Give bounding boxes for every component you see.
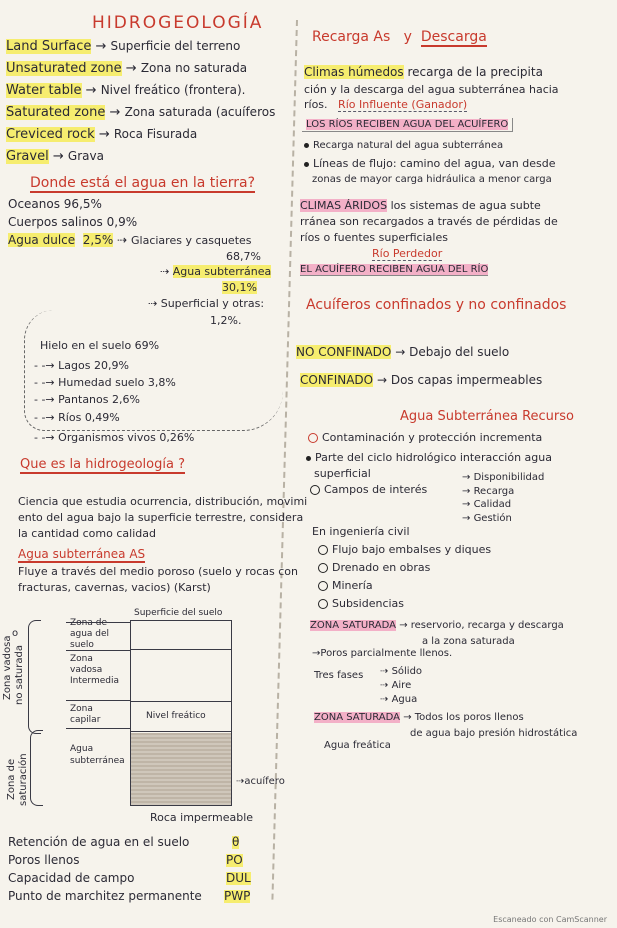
civil-4: Subsidencias xyxy=(332,597,405,610)
row-line xyxy=(66,728,130,729)
row-label-4: Agua subterránea xyxy=(70,744,125,766)
arid-label: CLIMAS ÁRIDOS xyxy=(300,199,388,212)
row-line xyxy=(66,650,130,651)
flow-lines-2: zonas de mayor carga hidráulica a menor carga xyxy=(312,174,552,185)
retention-2-label: Poros llenos xyxy=(8,853,80,867)
confined-label: CONFINADO xyxy=(300,373,374,387)
left-title: HIDROGEOLOGÍA xyxy=(92,13,264,33)
humid-desc-2: ción y la descarga del agua subterránea hacia xyxy=(304,83,559,96)
zone-unsat-1: Zona vadosa xyxy=(2,635,13,700)
arrow-icon: → xyxy=(125,61,137,76)
bullet-icon xyxy=(304,143,309,148)
aquifers-title: Acuíferos confinados y no confinados xyxy=(306,297,567,313)
fresh-pct: 2,5% xyxy=(82,233,114,247)
row-label-3: Zona capilar xyxy=(70,704,101,725)
arrow-icon: → xyxy=(395,345,406,359)
arrow-icon: → xyxy=(98,127,110,142)
diagram-top-label: Superficie del suelo xyxy=(134,608,223,618)
organisms: Organismos vivos 0,26% xyxy=(58,431,195,444)
confined-desc: Dos capas impermeables xyxy=(390,373,543,387)
gloss-en-3: Water table xyxy=(6,83,82,98)
retention-3-label: Capacidad de campo xyxy=(8,871,135,885)
retention-4-code: PWP xyxy=(224,889,251,903)
arrow-icon: ⇢ xyxy=(236,776,245,787)
resource-title: Agua Subterránea Recurso xyxy=(400,409,574,424)
glaciers-pct: 68,7% xyxy=(226,250,261,263)
influent-river: Río Influente (Ganador) xyxy=(338,98,468,111)
interest-1: Disponibilidad xyxy=(473,472,545,483)
humid-desc-1: recarga de la precipita xyxy=(407,65,543,79)
gloss-en-1: Land Surface xyxy=(6,39,92,54)
groundwater-pct: 30,1% xyxy=(222,281,257,294)
arrow-icon: ⇢ xyxy=(160,265,170,278)
arrow-icon: → xyxy=(312,648,321,659)
sat-zone-desc-2: a la zona saturada xyxy=(422,636,515,647)
notes-page: HIDROGEOLOGÍA Land Surface → Superficie del terreno Unsaturated zone → Zona no saturada Water table → Nivel freático (frontera). Saturated zone → Zona saturada (acuíferos Creviced rock → Roca Fisurada Gravel → Grava Donde está el agua en la tierra? Oceanos 96,5% Cuerpos salinos 0,9% Agua dulce 2,5% ⇢ Glaciares y casquetes 68,7% ⇢ Agua subterránea 30,1% ⇢ Superficial y otras: 1,2%. Hielo en el suelo 69% - -→ Lagos 20,9% - -→ Humedad suelo 3,8% - -→ Pantanos 2,6% - -→ Ríos 0,49% - -→ Organismos vivos 0,26% Que es la hidrogeología ? Ciencia que estudia ocurrencia, distribución, movimi ento del agua bajo la superficie terrestre, considera la cantidad como calidad Agua subterránea AS Fluye a través del medio poroso (suelo y rocas con fracturas, cavernas, vacios) (Karst) Superficie del suelo Zona vadosa o no saturada Zona de saturación Zona de agua del suelo Zona vadosa Intermedia Zona capilar Agua subterránea Nivel freático ⇢acuífero Roca impermeable Retención de agua en el suelo θ Poros llenos PO Capacidad de campo DUL Punto de marchitez permanente PWP Recarga As y Descarga Climas húmedos recarga de la precipita ción y la descarga del agua subterránea hacia ríos. Río Influente (Ganador) LOS RÍOS RECIBEN AGUA DEL ACUÍFERO Recarga natural del agua subterránea Líneas de flujo: camino del agua, van desde zonas de mayor carga hidráulica a menor carga CLIMAS ÁRIDOS los sistemas de agua subte rránea son recargados a través de pérdidas de ríos o fuentes superficiales Río Perdedor EL ACUÍFERO RECIBEN AGUA DEL RÍO Acuíferos confinados y no confinados NO CONFINADO → Debajo del suelo CONFINADO → Dos capas impermeables Agua Subterránea Recurso Contaminación y protección incrementa Parte del ciclo hidrológico interacción agua superficial Campos de interés → Disponibilidad → Recarga → Calidad → Gestión En ingeniería civil Flujo bajo embalses y diques Drenado en obras Minería Subsidencias ZONA SATURADA → reservorio, recarga y descarga a la zona saturada →Poros parcialmente llenos. Tres fases ⇢ Sólido ⇢ Aire ⇢ Agua ZONA SATURADA → Todos los poros llenos de agua bajo presión hidrostática Agua freática Escaneado con CamScanner xyxy=(0,0,617,928)
circle-bullet-icon xyxy=(318,599,328,609)
gloss-es-4: Zona saturada (acuíferos xyxy=(124,105,276,119)
civil-1: Flujo bajo embalses y diques xyxy=(332,543,492,556)
soil-moisture: Humedad suelo 3,8% xyxy=(58,376,176,389)
footer-watermark: Escaneado con CamScanner xyxy=(493,915,607,924)
surface-pct: 1,2%. xyxy=(210,314,242,327)
circle-bullet-icon xyxy=(318,563,328,573)
civil-2: Drenado en obras xyxy=(332,561,431,574)
arrow-icon: ⇢ xyxy=(148,297,158,310)
right-title-2: y xyxy=(403,29,412,45)
as-desc-2: fracturas, cavernas, vacios) (Karst) xyxy=(18,581,211,594)
civil-title: En ingeniería civil xyxy=(312,525,410,538)
arrow-icon: → xyxy=(85,83,97,98)
phreatic-water: Agua freática xyxy=(324,740,391,751)
sat-zone-2-desc-1: Todos los poros llenos xyxy=(414,712,524,723)
flow-lines-1: Líneas de flujo: camino del agua, van desde xyxy=(313,157,556,170)
unconfined-label: NO CONFINADO xyxy=(296,345,392,359)
lakes: Lagos 20,9% xyxy=(58,359,129,372)
phase-1: Sólido xyxy=(391,666,423,677)
definition-1: Ciencia que estudia ocurrencia, distribución, movimi xyxy=(18,495,308,508)
humid-desc-3: ríos. xyxy=(304,98,328,111)
aquifer-label: acuífero xyxy=(244,776,285,787)
circle-bullet-icon xyxy=(318,545,328,555)
circle-bullet-icon xyxy=(318,581,328,591)
where-title: Donde está el agua en la tierra? xyxy=(30,176,255,193)
resource-3: Campos de interés xyxy=(324,483,428,496)
interest-4: Gestión xyxy=(473,513,512,524)
civil-3: Minería xyxy=(332,579,373,592)
gloss-es-2: Zona no saturada xyxy=(140,61,248,75)
sat-zone-label: ZONA SATURADA xyxy=(310,620,396,631)
gloss-es-5: Roca Fisurada xyxy=(113,127,198,141)
arrow-icon: → xyxy=(109,105,121,120)
bottom-label: Roca impermeable xyxy=(150,811,254,824)
what-title: Que es la hidrogeología ? xyxy=(20,458,185,474)
right-title-3: Descarga xyxy=(420,29,487,45)
definition-3: la cantidad como calidad xyxy=(18,527,156,540)
natural-recharge: Recarga natural del agua subterránea xyxy=(313,140,504,151)
phases-label: Tres fases xyxy=(314,670,364,681)
as-title: Agua subterránea AS xyxy=(18,548,145,563)
column-divider xyxy=(271,20,300,900)
row-label-2: Zona vadosa Intermedia xyxy=(70,654,119,686)
cell-line xyxy=(131,731,231,732)
row-line xyxy=(66,622,130,623)
row-label-1: Zona de agua del suelo xyxy=(70,618,110,650)
oceans: Oceanos 96,5% xyxy=(8,197,102,211)
phase-2: Aire xyxy=(391,680,412,691)
surface: Superficial y otras: xyxy=(160,297,265,310)
rivers-receive: LOS RÍOS RECIBEN AGUA DEL ACUÍFERO xyxy=(306,119,509,130)
arid-desc-3: ríos o fuentes superficiales xyxy=(300,231,448,244)
fresh-label: Agua dulce xyxy=(8,233,76,247)
rivers: Ríos 0,49% xyxy=(58,411,120,424)
circle-bullet-icon xyxy=(310,485,320,495)
arrow-icon: → xyxy=(52,149,64,164)
phase-3: Agua xyxy=(391,694,418,705)
arrow-icon: → xyxy=(399,620,408,631)
water-level-label: Nivel freático xyxy=(146,711,206,721)
sat-zone-2-desc-2: de agua bajo presión hidrostática xyxy=(410,728,578,739)
zone-sat-1: Zona de xyxy=(6,758,17,800)
sat-zone-desc-1: reservorio, recarga y descarga xyxy=(410,620,564,631)
losing-river: Río Perdedor xyxy=(372,247,443,260)
gloss-es-3: Nivel freático (frontera). xyxy=(100,83,246,97)
zone-unsat-2: o xyxy=(12,628,19,639)
retention-1-code: θ xyxy=(232,835,240,849)
ice-soil: Hielo en el suelo 69% xyxy=(40,339,160,352)
cell-line xyxy=(131,701,231,702)
right-title-1: Recarga As xyxy=(312,29,391,45)
interest-3: Calidad xyxy=(473,499,512,510)
cell-line xyxy=(131,649,231,650)
resource-2b: superficial xyxy=(314,467,371,480)
aquifer-receives: EL ACUÍFERO RECIBEN AGUA DEL RÍO xyxy=(300,264,489,275)
brace-unsaturated xyxy=(28,620,41,734)
bullet-icon xyxy=(304,162,309,167)
circle-bullet-icon xyxy=(308,433,318,443)
arrow-icon: → xyxy=(403,712,412,723)
arrow-icon: → xyxy=(95,39,107,54)
resource-1: Contaminación y protección incrementa xyxy=(322,431,543,444)
humid-label: Climas húmedos xyxy=(304,65,404,79)
saline: Cuerpos salinos 0,9% xyxy=(8,215,138,229)
definition-2: ento del agua bajo la superficie terrestre, considera xyxy=(18,511,304,524)
swamps: Pantanos 2,6% xyxy=(58,393,140,406)
row-line xyxy=(66,700,130,701)
zone-unsat-3: no saturada xyxy=(14,645,25,705)
interest-2: Recarga xyxy=(473,486,515,497)
gloss-es-1: Superficie del terreno xyxy=(110,39,241,53)
unconfined-desc: Debajo del suelo xyxy=(409,345,510,359)
retention-2-code: PO xyxy=(226,853,243,867)
retention-4-label: Punto de marchitez permanente xyxy=(8,889,202,903)
gloss-en-5: Creviced rock xyxy=(6,127,95,142)
groundwater: Agua subterránea xyxy=(172,265,272,278)
arrow-icon: ⇢ xyxy=(117,233,128,247)
sat-zone-2-label: ZONA SATURADA xyxy=(314,712,400,723)
saturated-shade xyxy=(131,733,231,805)
zone-sat-2: saturación xyxy=(18,753,29,806)
gloss-es-6: Grava xyxy=(67,149,104,163)
glaciers: Glaciares y casquetes xyxy=(131,234,252,247)
retention-1-label: Retención de agua en el suelo xyxy=(8,835,190,849)
bullet-icon xyxy=(306,456,311,461)
as-desc-1: Fluye a través del medio poroso (suelo y rocas con xyxy=(18,565,299,578)
arrow-icon: → xyxy=(376,373,388,387)
arid-desc-1: los sistemas de agua subte xyxy=(390,199,541,212)
arid-desc-2: rránea son recargados a través de pérdidas de xyxy=(300,215,558,228)
gloss-en-2: Unsaturated zone xyxy=(6,61,122,76)
pores: Poros parcialmente llenos. xyxy=(320,648,453,659)
brace-saturated xyxy=(30,730,43,806)
retention-3-code: DUL xyxy=(226,871,251,885)
gloss-en-4: Saturated zone xyxy=(6,105,106,120)
resource-2a: Parte del ciclo hidrológico interacción agua xyxy=(315,451,552,464)
gloss-en-6: Gravel xyxy=(6,149,49,164)
